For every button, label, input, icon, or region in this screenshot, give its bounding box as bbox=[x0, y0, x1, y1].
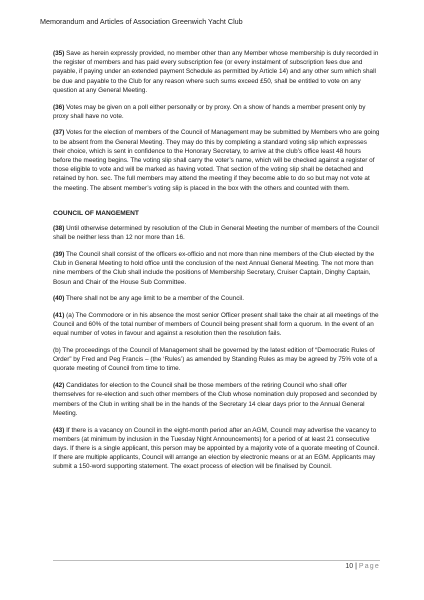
article-text: Save as herein expressly provided, no member other than any Member whose membership is duly recorded in the register of members and has paid every subscription fee (or every instalment of subscription fees due and payable, if paying under an extended payment Schedule as permitted by Article 14) and any other sum which shall be due and payable to the Club for any reason where such sums exceed £50, shall be entitled to vote on any question at any General Meeting. bbox=[53, 50, 379, 94]
article-paragraph bbox=[53, 128, 380, 192]
article-text: Votes for the election of members of the Council of Management may be submitted by Members who are going to be absent from the General Meeting. They may do this by completing a standard voting slip which expresses their choice, which is sent in confidence to the Honorary Secretary, to arrive at the club’s office least 48 hours before the meeting begins. The voting slip shall carry the voter’s name, which will be checked against a register of those eligible to vote and will be marked as having voted. That section of the voting slip shall be detached and retained by hon. sec. The full members may attend the meeting if they become able to do so but may not vote at the meeting. The absent member’s voting slip is placed in the box with the others and counted with them. bbox=[53, 129, 380, 192]
article-number: (39) bbox=[53, 250, 65, 258]
article-text: (b) The proceedings of the Council of Management shall be governed by the latest edition of “Democratic Rules of Order” by Fred and Peg Francis – (the ‘Rules’) as amended by Standing Rules as may be agreed by 75% vote of a quorate meeting of Council from time to time. bbox=[53, 347, 378, 373]
article-paragraph bbox=[53, 250, 380, 287]
article-paragraph bbox=[53, 224, 380, 242]
article-paragraph bbox=[53, 311, 380, 339]
article-paragraph bbox=[53, 294, 380, 303]
article-paragraph bbox=[53, 49, 380, 95]
article-number: (37) bbox=[53, 129, 65, 137]
article-number: (40) bbox=[53, 295, 65, 303]
article-text: If there is a vacancy on Council in the eight-month period after an AGM, Council may advertise the vacancy to members (at minimum by inclusion in the Tuesday Night Announcements) for a period of at least 21 consecutive days. If there is a single applicant, this person may be appointed by a majority vote of a quorate meeting of Council. If there are multiple applicants, Council will arrange an election by electronic means or at an EGM. Applicants may submit a 150-word supporting statement. The exact process of election will be finalised by Council. bbox=[53, 426, 380, 471]
article-paragraph bbox=[53, 426, 380, 472]
article-text: Candidates for election to the Council shall be those members of the retiring Council who shall offer themselves for re-election and such other members of the Club whose nomination duly proposed and seconded by members of the Club in writing shall be in the hands of the Secretary 14 clear days prior to the Annual General Meeting. bbox=[53, 382, 377, 417]
article-paragraph bbox=[53, 381, 380, 418]
article-paragraph bbox=[53, 103, 380, 121]
section-heading: COUNCIL OF MANGEMENT bbox=[53, 209, 139, 217]
article-text: (a) The Commodore or in his absence the most senior Officer present shall take the chair at all meetings of the Council and 60% of the total number of members of Council being present shall form a quorum. In the event of an equal number of votes in favour and against a resolution then the resolution fails. bbox=[53, 311, 379, 338]
article-text: Votes may be given on a poll either personally or by proxy. On a show of hands a member present only by proxy shall have no vote. bbox=[53, 103, 366, 120]
article-number: (35) bbox=[53, 50, 65, 57]
article-number: (38) bbox=[53, 225, 65, 233]
article-number: (42) bbox=[53, 382, 65, 390]
article-paragraph bbox=[53, 346, 380, 374]
document-body bbox=[53, 49, 380, 479]
article-text: There shall not be any age limit to be a member of the Council. bbox=[64, 295, 245, 303]
page-label: Page bbox=[358, 563, 380, 570]
articles-bottom bbox=[53, 224, 380, 471]
articles-top bbox=[53, 49, 380, 193]
page-footer bbox=[270, 563, 380, 570]
article-number: (41) bbox=[53, 311, 65, 319]
article-number: (36) bbox=[53, 103, 65, 111]
article-text: Until otherwise determined by resolution of the Club in General Meeting the number of members of the Council shall be neither less than 12 nor more than 16. bbox=[53, 225, 379, 242]
footer-divider bbox=[53, 560, 380, 561]
page-number: 10 bbox=[345, 563, 354, 570]
article-number: (43) bbox=[53, 426, 65, 434]
footer-separator: | bbox=[355, 563, 357, 570]
page-header: Memorandum and Articles of Association Greenwich Yacht Club bbox=[40, 17, 243, 26]
article-text: The Council shall consist of the officers ex-officio and not more than nine members of the Club elected by the Club in General Meeting to hold office until the conclusion of the next Annual General Meeting. The not more than nine members of the Club shall include the positions of Membership Secretary, Cruiser Captain, Dinghy Captain, Bosun and Chair of the House Sub Committee. bbox=[53, 250, 375, 286]
